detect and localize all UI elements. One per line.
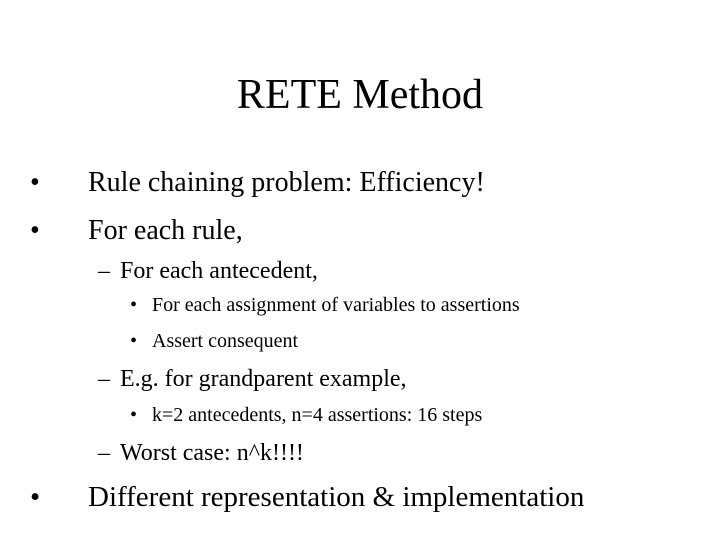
sub-bullet-marker: – bbox=[98, 366, 110, 392]
bullet-for-each-rule: For each rule, bbox=[88, 215, 243, 246]
sub-sub-bullet-assert-consequent: Assert consequent bbox=[152, 330, 299, 352]
sub-bullet-marker: – bbox=[98, 258, 110, 284]
sub-bullet-grandparent-example: E.g. for grandparent example, bbox=[120, 366, 407, 392]
sub-sub-bullet-assignment: For each assignment of variables to assertions bbox=[152, 294, 520, 316]
slide-title: RETE Method bbox=[236, 72, 484, 118]
bullet-marker: • bbox=[30, 481, 41, 513]
sub-sub-bullet-marker: • bbox=[130, 404, 138, 426]
bullet-different-representation: Different representation & implementation bbox=[88, 481, 585, 513]
bullet-marker: • bbox=[30, 167, 40, 198]
sub-bullet-for-each-antecedent: For each antecedent, bbox=[120, 258, 318, 284]
sub-bullet-worst-case: Worst case: n^k!!!! bbox=[120, 440, 304, 466]
bullet-marker: • bbox=[30, 215, 40, 246]
bullet-rule-chaining: Rule chaining problem: Efficiency! bbox=[88, 167, 485, 198]
sub-sub-bullet-marker: • bbox=[130, 294, 138, 316]
sub-sub-bullet-steps: k=2 antecedents, n=4 assertions: 16 steps bbox=[152, 404, 483, 426]
sub-bullet-marker: – bbox=[98, 440, 110, 466]
sub-sub-bullet-marker: • bbox=[130, 330, 138, 352]
